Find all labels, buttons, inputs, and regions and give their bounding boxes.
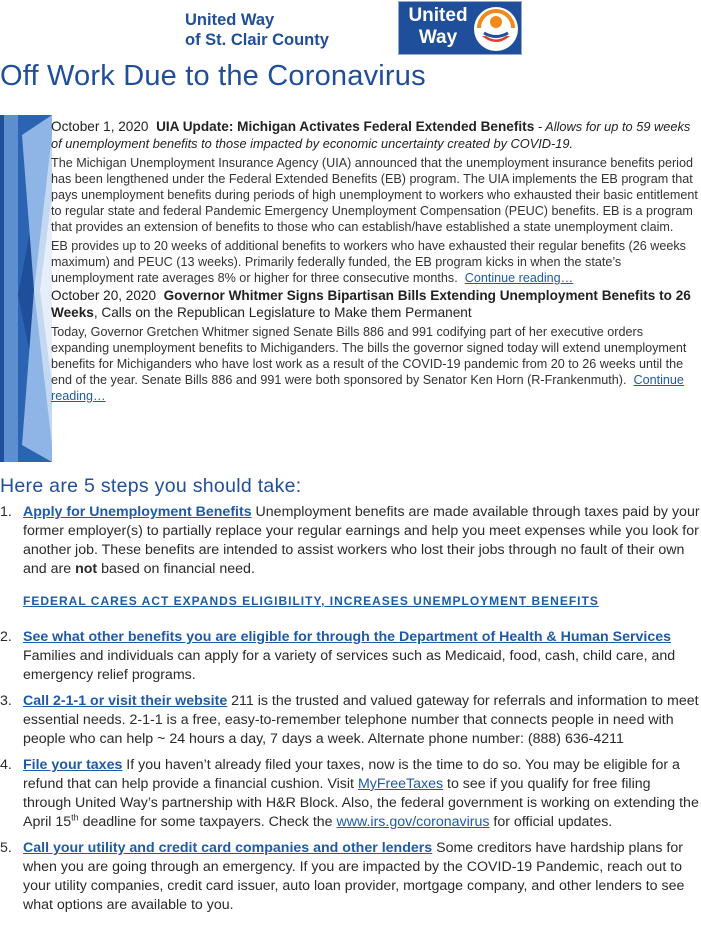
steps-list bbox=[0, 503, 701, 915]
news-item-1-headline: UIA Update: Michigan Activates Federal Extended Benefits bbox=[156, 119, 535, 134]
page-title: Off Work Due to the Coronavirus bbox=[0, 60, 426, 92]
emphasis-text: not bbox=[75, 561, 98, 577]
call-211-link[interactable]: Call 2-1-1 or visit their website bbox=[23, 693, 228, 709]
org-name-line1: United Way bbox=[185, 11, 275, 29]
news-item-2-date: October 20, 2020 bbox=[51, 288, 157, 303]
logo-line2: Way bbox=[418, 27, 458, 48]
ordinal-suffix: th bbox=[71, 812, 79, 823]
step-text-end: based on financial need. bbox=[97, 561, 255, 577]
step-text: Some creditors have hardship plans for when you are going through an emergency. If you are impacted by the COVID-19 Pandemic, reach out to your utility companies, credit card issuer, auto loan provider, mortgage company, and other lenders to see what options are available to you. bbox=[23, 840, 685, 913]
logo-line1: United bbox=[408, 5, 468, 26]
logo-wordmark bbox=[405, 5, 471, 49]
step-text: Unemployment benefits are made available through taxes paid by your former employer(s) to partially replace your regular earnings and help you meet expenses while you look for another job. These benefits are intended to assist workers who lost their jobs through no fault of their own and are bbox=[23, 504, 700, 577]
helping-hand-icon bbox=[473, 6, 519, 52]
news-item-2-body bbox=[51, 324, 699, 404]
news-item-1-subhead: - Allows for up to 59 weeks of unemployment benefits to those impacted by economic uncertainty created by COVID-19. bbox=[51, 119, 691, 151]
step-4 bbox=[0, 756, 701, 832]
step-number: 5. bbox=[0, 840, 12, 856]
step-number: 2. bbox=[0, 629, 12, 645]
news-item-1-body2 bbox=[51, 238, 699, 286]
decorative-ribbon bbox=[0, 115, 52, 462]
irs-coronavirus-link[interactable]: www.irs.gov/coronavirus bbox=[336, 814, 490, 830]
step-text-3: deadline for some taxpayers. Check the bbox=[78, 814, 337, 830]
step-text-2: to see if you qualify for free filing through United Way’s partnership with H&R Block. Also, the federal government is working on extending the April 15 bbox=[23, 776, 699, 830]
org-name-line2: of St. Clair County bbox=[185, 31, 329, 49]
myfreetaxes-link[interactable]: MyFreeTaxes bbox=[357, 776, 444, 792]
continue-reading-link-2[interactable]: Continue reading… bbox=[51, 373, 684, 403]
news-item-1-date: October 1, 2020 bbox=[51, 119, 149, 134]
news-item-2-heading bbox=[51, 287, 699, 321]
step-1 bbox=[0, 503, 701, 628]
news-item-1-body2-text: EB provides up to 20 weeks of additional benefits to workers who have exhausted their regular benefits (26 weeks maximum) and PEUC (13 weeks). Primarily federally funded, the EB program kicks in when the state’s unemployment rate averages 8% or higher for three consecutive months. bbox=[51, 239, 686, 285]
step-number: 3. bbox=[0, 693, 12, 709]
news-item-2-body-text: Today, Governor Gretchen Whitmer signed Senate Bills 886 and 991 codifying part of her executive orders expanding unemployment benefits to Michiganders. The bills the governor signed today will extend unemployment benefits for Michiganders who have lost work as a result of the COVID-19 pandemic from 20 to 26 weeks until the end of the year. Senate Bills 886 and 991 were both sponsored by Senator Ken Horn (R-Frankenmuth). bbox=[51, 325, 687, 387]
apply-unemployment-link[interactable]: Apply for Unemployment Benefits bbox=[23, 504, 252, 520]
news-item-1-heading bbox=[51, 118, 699, 152]
news-item-1-body: The Michigan Unemployment Insurance Agency (UIA) announced that the unemployment insurance benefits period has been lengthened under the Federal Extended Benefits (EB) program. The UIA implements the EB program that pays unemployment benefits during periods of high unemployment to workers who exhausted their basic entitlement to regular state and federal Pandemic Emergency Unemployment Compensation (PEUC) benefits. EB is a program that provides an extension of benefits to those who can establish/have established a state unemployment claim. bbox=[51, 156, 698, 234]
united-way-logo[interactable] bbox=[398, 1, 522, 55]
step-text: 211 is the trusted and valued gateway for referrals and information to meet essential needs. 2-1-1 is a free, easy-to-remember telephone number that connects people in need with people who can help ~ 24 hours a day, 7 days a week. Alternate phone number: (888) 636-4211 bbox=[23, 693, 699, 747]
file-taxes-link[interactable]: File your taxes bbox=[23, 757, 123, 773]
step-number: 1. bbox=[0, 504, 12, 520]
news-section bbox=[51, 118, 699, 404]
step-3 bbox=[0, 692, 701, 749]
step-2 bbox=[0, 628, 701, 685]
news-item-2-subhead: , Calls on the Republican Legislature to Make them Permanent bbox=[93, 305, 472, 320]
steps-heading: Here are 5 steps you should take: bbox=[0, 475, 302, 497]
dhhs-benefits-link[interactable]: See what other benefits you are eligible for through the Department of Health & Human Services bbox=[23, 629, 672, 645]
org-name bbox=[185, 10, 329, 50]
step-text: If you haven’t already filed your taxes, now is the time to do so. You may be eligible for a refund that can help provide a financial cushion. Visit bbox=[23, 757, 680, 792]
step-text-4: for official updates. bbox=[489, 814, 613, 830]
continue-reading-link[interactable]: Continue reading… bbox=[464, 271, 574, 285]
step-5 bbox=[0, 839, 701, 915]
step-text: Families and individuals can apply for a variety of services such as Medicaid, food, cash, child care, and emergency relief programs. bbox=[23, 648, 676, 683]
cares-act-link[interactable]: FEDERAL CARES ACT EXPANDS ELIGIBILITY, INCREASES UNEMPLOYMENT BENEFITS bbox=[23, 594, 599, 608]
call-lenders-link[interactable]: Call your utility and credit card companies and other lenders bbox=[23, 840, 433, 856]
step-number: 4. bbox=[0, 757, 12, 773]
news-item-2-headline: Governor Whitmer Signs Bipartisan Bills Extending Unemployment Benefits to 26 Weeks bbox=[51, 288, 691, 320]
